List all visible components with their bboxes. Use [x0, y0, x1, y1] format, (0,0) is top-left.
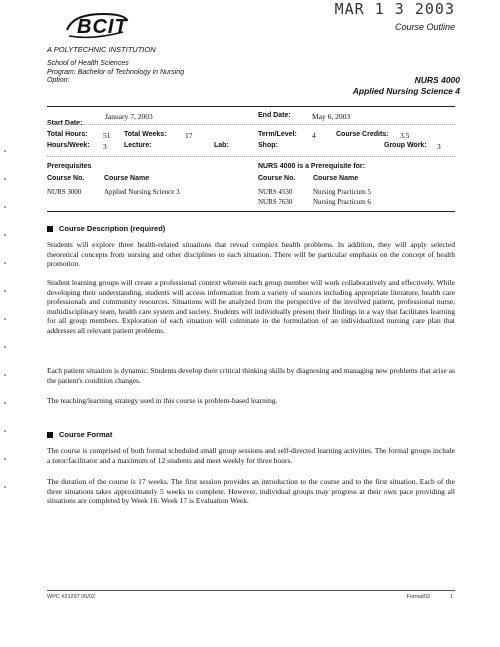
format-paragraph: The duration of the course is 17 weeks. The first session provides an introduction to the course and to the first situation. Each of the three situations takes approximately 5 weeks to complete. However, individual groups may progress at their own pace providing all situations are completed by Week 16. Week 17 is Evaluation Week. [47, 477, 455, 505]
margin-marks [4, 150, 6, 510]
format-heading [47, 430, 112, 439]
divider-light [47, 124, 455, 125]
credits-label: Course Credits: [336, 131, 389, 138]
footer-format: Format02 [406, 594, 430, 600]
logo-text: BCIT [77, 16, 128, 38]
divider [47, 106, 455, 107]
prereq-row-name: Applied Nursing Science 3 [104, 188, 180, 196]
square-bullet-icon [47, 226, 53, 232]
term-label: Term/Level: [258, 131, 297, 138]
group-work-label: Group Work: [384, 142, 427, 149]
institution-tagline: A POLYTECHNIC INSTITUTION [47, 45, 156, 54]
start-date-value: January 7, 2003 [105, 112, 153, 121]
prereq-col-no: Course No. [47, 175, 85, 182]
page-number: 1 [449, 594, 453, 600]
option-label: Option: [47, 77, 70, 84]
format-heading-text: Course Format [59, 430, 113, 439]
course-title: Applied Nursing Science 4 [352, 86, 460, 96]
school-block [47, 60, 184, 86]
prereq-for-title: NURS 4000 is a Prerequisite for: [258, 163, 365, 170]
total-weeks-value: 17 [185, 131, 193, 140]
description-heading-text: Course Description (required) [59, 224, 166, 233]
footer-doc-id: WPC #21297 05/02 [47, 594, 96, 600]
total-hours-value: 51 [103, 131, 111, 140]
footer-divider [47, 590, 455, 591]
divider-light [47, 156, 455, 157]
format-paragraph: The course is comprised of both formal scheduled small group sessions and self-directed learning activities. The formal groups include a tutor/facilitator and a maximum of 12 students and meet weekly for three hours. [47, 446, 455, 465]
description-paragraph: Student learning groups will create a professional context wherein each group member will work collaboratively and effectively. While developing their understanding, students will access information from a variety of sources including appropriate literature, health care professionals and community resources. Situations will be analyzed from the perspective of the involved patient, professional nurse, multidisciplinary team, health care system and society. Students will individually present their findings in a way that facilitates learning for all group members. Exploration of each situation will culminate in the formulation of an individualized nursing care plan that addresses all relevant patient problems. [47, 278, 455, 335]
description-paragraph: Students will explore three health-related situations that reveal complex health problems. In addition, they will apply selected theoretical concepts from nursing and other disciplines to each situation. There will be particular emphasis on the concept of health promotion. [47, 240, 455, 268]
lecture-label: Lecture: [124, 142, 152, 149]
credits-value: 3.5 [400, 131, 410, 140]
end-date-value: May 6, 2003 [312, 112, 351, 121]
start-date-label: Start Date: [47, 120, 83, 127]
prereq-for-col-no: Course No. [258, 175, 296, 182]
hours-week-label: Hours/Week: [47, 142, 90, 149]
bcit-logo [63, 10, 128, 40]
prereq-for-row-no: NURS 7630 [258, 198, 293, 206]
received-stamp: MAR 1 3 2003 [334, 0, 455, 18]
total-hours-label: Total Hours: [47, 131, 88, 138]
prereq-for-row-name: Nursing Practicum 6 [313, 198, 371, 206]
course-code: NURS 4000 [414, 75, 460, 85]
school-name: School of Health Sciences [47, 60, 129, 67]
group-work-value: 3 [437, 142, 441, 151]
square-bullet-icon [47, 432, 53, 438]
end-date-label: End Date: [258, 112, 291, 119]
prereq-title: Prerequisites [47, 163, 92, 170]
course-header [353, 75, 460, 97]
prereq-col-name: Course Name [104, 175, 150, 182]
hours-week-value: 3 [103, 142, 107, 151]
term-value: 4 [312, 131, 316, 140]
description-paragraph: The teaching/learning strategy used in this course is problem-based learning. [47, 396, 278, 405]
divider [47, 211, 455, 212]
prereq-row-no: NURS 3000 [47, 188, 82, 196]
program-name: Program: Bachelor of Technology in Nursing [47, 68, 185, 76]
prereq-for-row-no: NURS 4530 [258, 188, 293, 196]
description-paragraph: Each patient situation is dynamic. Students develop their critical thinking skills by diagnosing and managing new problems that arise as the patient's condition changes. [47, 366, 455, 385]
total-weeks-label: Total Weeks: [124, 131, 167, 138]
lab-label: Lab: [214, 142, 229, 149]
prereq-for-col-name: Course Name [313, 175, 359, 182]
doc-type: Course Outline [394, 22, 455, 32]
prereq-for-row-name: Nursing Practicum 5 [313, 188, 371, 196]
description-heading [47, 224, 165, 233]
start-date-row [47, 112, 82, 130]
shop-label: Shop: [258, 142, 278, 149]
